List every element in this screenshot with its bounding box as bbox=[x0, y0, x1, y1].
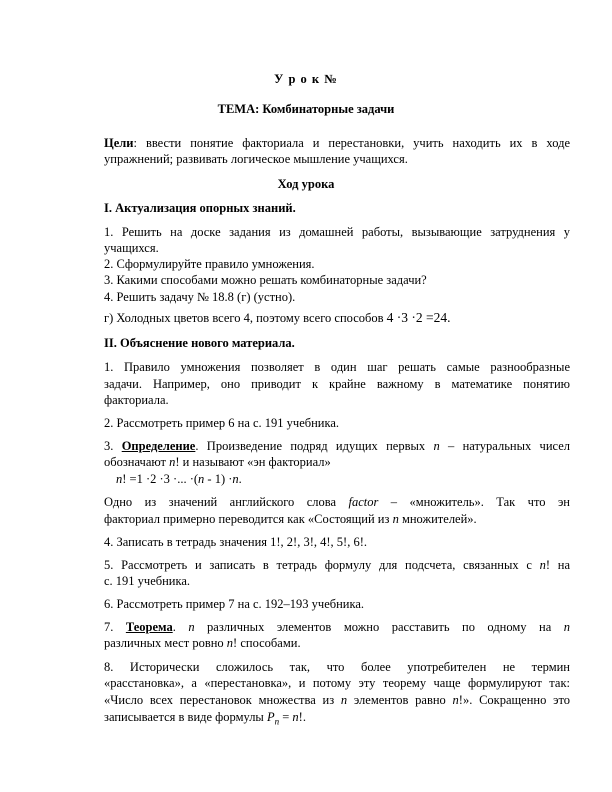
f-n3: n bbox=[232, 472, 239, 486]
goals-line-1 bbox=[104, 136, 570, 151]
note-b: – «множитель». Так что эн bbox=[378, 495, 570, 509]
p8-n: n bbox=[340, 693, 348, 707]
p7-c: различных мест ровно bbox=[104, 636, 227, 650]
p8-d1: записывается в виде формулы bbox=[104, 710, 267, 724]
s1-item5-formula: 4 ·3 ·2 =24. bbox=[386, 310, 451, 325]
s2-p5-line1 bbox=[104, 558, 570, 573]
goals-line-2: упражнений; развивать логическое мышление учащихся. bbox=[104, 152, 408, 166]
section2-title: II. Объяснение нового материала. bbox=[104, 336, 295, 350]
theorem-term: Теорема bbox=[125, 620, 173, 634]
goals-label: Цели bbox=[104, 136, 134, 150]
s2-p3-line2-b: ! и называют «эн факториал» bbox=[175, 455, 331, 469]
topic-title: ТЕМА: Комбинаторные задачи bbox=[217, 102, 395, 116]
course-title: Ход урока bbox=[277, 177, 335, 191]
p8-d3: !. bbox=[298, 710, 306, 724]
s2-p8-line3 bbox=[104, 693, 570, 708]
definition-term: Определение bbox=[121, 439, 196, 453]
s1-item1-line2: учащихся. bbox=[104, 241, 159, 255]
p7-num: 7. bbox=[104, 620, 126, 634]
s2-p7-line2 bbox=[104, 636, 301, 651]
s2-p6: 6. Рассмотреть пример 7 на с. 192–193 учебника. bbox=[104, 597, 365, 611]
s2-p3-note-line2 bbox=[104, 512, 477, 527]
f-n1: n bbox=[116, 472, 123, 486]
p8-P: P bbox=[266, 710, 275, 724]
note-a: Одно из значений английского слова bbox=[104, 495, 349, 509]
s2-p1-line2: задачи. Например, оно приводит к крайне важному в математике понятию bbox=[104, 377, 570, 391]
section1-title: I. Актуализация опорных знаний. bbox=[104, 201, 296, 215]
s2-p3-note-line1 bbox=[104, 495, 570, 510]
s2-p1-line3: факториала. bbox=[104, 393, 169, 407]
s1-item2: 2. Сформулируйте правило умножения. bbox=[104, 257, 315, 271]
p8-n2: n bbox=[452, 693, 459, 707]
p5-b: ! на bbox=[545, 558, 570, 572]
p7-a: . bbox=[172, 620, 189, 634]
note-word: factor bbox=[348, 495, 379, 509]
p7-n3: n bbox=[226, 636, 234, 650]
p7-d: ! способами. bbox=[233, 636, 301, 650]
s2-p3-n: n bbox=[433, 439, 440, 453]
p5-a: 5. Рассмотреть и записать в тетрадь формулу для подсчета, связанных с bbox=[104, 558, 540, 572]
s1-item5-text: г) Холодных цветов всего 4, поэтому всего способов bbox=[104, 311, 384, 325]
s1-item1-line1: 1. Решить на доске задания из домашней работы, вызывающие затруднения у bbox=[104, 225, 570, 239]
note-d: множителей». bbox=[398, 512, 477, 526]
s2-p3-line2-a: обозначают bbox=[104, 455, 170, 469]
s1-item3: 3. Какими способами можно решать комбинаторные задачи? bbox=[104, 273, 427, 287]
p8-c1: «Число всех перестановок множества из bbox=[104, 693, 341, 707]
f-mid: - 1) · bbox=[204, 472, 233, 486]
s2-p8-line1: 8. Исторически сложилось так, что более употребителен не термин bbox=[104, 660, 570, 674]
p8-d2: = bbox=[279, 710, 293, 724]
s2-p4: 4. Записать в тетрадь значения 1!, 2!, 3!, 4!, 5!, 6!. bbox=[104, 535, 367, 549]
f-end: . bbox=[238, 472, 242, 486]
s2-p2: 2. Рассмотреть пример 6 на с. 191 учебника. bbox=[104, 416, 340, 430]
factorial-formula bbox=[116, 472, 242, 487]
s2-p7-line1 bbox=[104, 620, 570, 635]
s2-p3-line1 bbox=[104, 439, 570, 454]
note-c: факториал примерно переводится как «Состоящий из bbox=[104, 512, 393, 526]
f-n2: n bbox=[198, 472, 205, 486]
s2-p3-line2 bbox=[104, 455, 331, 470]
p5-n: n bbox=[539, 558, 546, 572]
p8-c2: элементов равно bbox=[347, 693, 453, 707]
s1-item4: 4. Решить задачу № 18.8 (г) (устно). bbox=[104, 290, 296, 304]
s2-p3-a: . Произведение подряд идущих первых bbox=[195, 439, 434, 453]
s2-p8-line2: «расстановка», а «перестановка», и потому эту теорему чаще формулируют так: bbox=[104, 676, 570, 690]
p8-n3: n bbox=[292, 710, 299, 724]
p8-c3: !». Сокращенно это bbox=[458, 693, 570, 707]
p7-n2: n bbox=[563, 620, 570, 634]
lesson-title: У р о к № bbox=[274, 72, 338, 86]
s2-p8-line4 bbox=[104, 710, 306, 730]
s2-p3-nfact: n bbox=[169, 455, 176, 469]
goals-text-1: : ввести понятие факториала и перестановки, учить находить их в ходе bbox=[133, 136, 570, 150]
s2-p3-b: – натуральных чисел bbox=[439, 439, 571, 453]
s2-p5-line2: с. 191 учебника. bbox=[104, 574, 191, 588]
p7-n1: n bbox=[188, 620, 195, 634]
f-body: ! =1 ·2 ·3 ·... ·( bbox=[122, 472, 199, 486]
p8-sub: n bbox=[274, 716, 280, 727]
s1-item5 bbox=[104, 310, 451, 326]
p7-b: различных элементов можно расставить по одному на bbox=[194, 620, 564, 634]
note-n: n bbox=[392, 512, 399, 526]
s2-p3-num: 3. bbox=[104, 439, 122, 453]
s2-p1-line1: 1. Правило умножения позволяет в один шаг решать самые разнообразные bbox=[104, 360, 570, 374]
